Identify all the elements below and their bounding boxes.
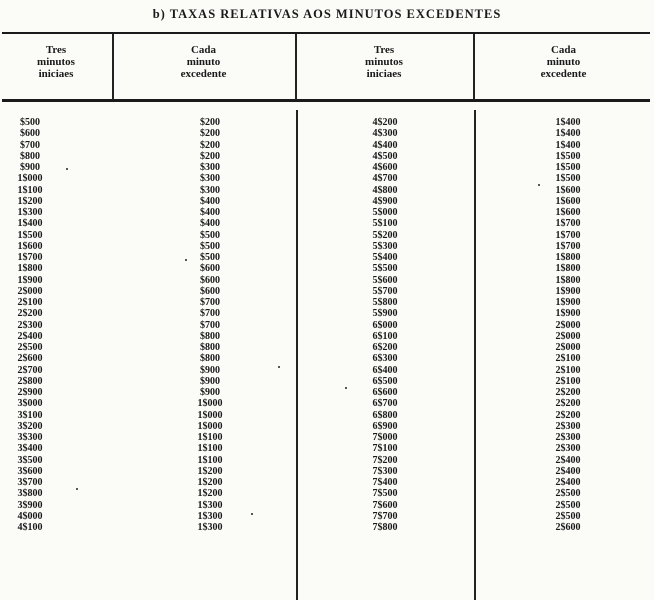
table-cell: 3$000 (17, 398, 43, 410)
print-speck (76, 488, 78, 490)
table-cell: 6$800 (372, 409, 398, 421)
table-cell: 7$000 (372, 432, 398, 443)
table-cell: 1$200 (197, 488, 223, 500)
table-cell: 1$200 (197, 465, 223, 477)
table-cell: 1$300 (197, 510, 223, 522)
table-cell: 5$500 (372, 263, 398, 275)
table-cell: 7$300 (372, 465, 398, 477)
table-cell: $800 (200, 342, 220, 353)
table-cell: $300 (200, 184, 220, 196)
table-cell: 2$100 (17, 297, 43, 308)
table-cell: 4$800 (372, 184, 398, 196)
table-cell: 1$300 (197, 522, 223, 533)
table-cell: 2$500 (17, 342, 43, 353)
table-cell: 1$800 (555, 252, 581, 263)
header-line: minuto (186, 56, 221, 68)
header-line: excedente (540, 68, 587, 80)
table-cell: 3$300 (17, 432, 43, 443)
header-line: Tres (373, 44, 395, 56)
column-tres-minutos-2 (355, 117, 415, 533)
table-cell: 1$400 (555, 128, 581, 140)
table-cell: 7$600 (372, 499, 398, 511)
table-cell: 3$700 (17, 477, 43, 488)
table-cell: 2$000 (555, 342, 581, 353)
table-cell: 2$700 (17, 364, 43, 376)
table-cell: 2$000 (555, 319, 581, 331)
table-cell: 7$100 (372, 443, 398, 455)
table-cell: 1$000 (17, 173, 43, 185)
print-speck (538, 184, 540, 186)
header-line: excedente (180, 68, 227, 80)
table-cell: $900 (200, 375, 220, 387)
table-cell: 2$200 (555, 387, 581, 398)
table-cell: 4$900 (372, 195, 398, 207)
table-cell: 5$900 (372, 308, 398, 320)
table-cell: 2$200 (555, 398, 581, 410)
table-cell: $500 (200, 252, 220, 263)
table-cell: 1$900 (555, 308, 581, 320)
table-cell: 6$300 (372, 353, 398, 365)
table-cell: 6$900 (372, 420, 398, 432)
table-cell: 1$700 (555, 240, 581, 252)
table-cell: 1$100 (197, 443, 223, 455)
table-cell: $600 (200, 274, 220, 286)
table-cell: $200 (200, 117, 220, 128)
table-cell: 1$300 (17, 207, 43, 218)
column-cada-minuto-1 (180, 117, 240, 533)
table-cell: 2$100 (555, 375, 581, 387)
table-cell: 2$300 (555, 443, 581, 455)
table-cell: $600 (200, 263, 220, 275)
table-cell: 4$600 (372, 162, 398, 173)
table-cell: 1$100 (197, 454, 223, 466)
table-cell: 3$500 (17, 454, 43, 466)
table-cell: 2$200 (17, 308, 43, 320)
header-line: minutos (365, 56, 403, 68)
table-cell: 2$400 (555, 454, 581, 466)
header-line: Cada (190, 44, 217, 56)
table-cell: $600 (20, 128, 40, 140)
table-cell: 2$100 (555, 364, 581, 376)
table-cell: 6$000 (372, 319, 398, 331)
header-col-2 (112, 44, 295, 80)
table-cell: $700 (200, 297, 220, 308)
header-line: Cada (550, 44, 577, 56)
print-speck (278, 366, 280, 368)
table-cell: 1$400 (555, 139, 581, 151)
table-cell: 2$300 (555, 420, 581, 432)
table-cell: $700 (200, 308, 220, 320)
table-cell: 1$000 (197, 398, 223, 410)
table-cell: 3$100 (17, 409, 43, 421)
table-cell: 1$700 (17, 252, 43, 263)
table-cell: 5$400 (372, 252, 398, 263)
table-cell: 2$400 (555, 465, 581, 477)
table-cell: $500 (200, 240, 220, 252)
table-cell: 1$000 (197, 409, 223, 421)
table-cell: 1$400 (17, 218, 43, 230)
header-col-3 (295, 44, 473, 80)
table-cell: 5$600 (372, 274, 398, 286)
table-cell: $400 (200, 218, 220, 230)
table-cell: 1$100 (197, 432, 223, 443)
table-cell: 4$300 (372, 128, 398, 140)
table-cell: $200 (200, 128, 220, 140)
header-line: minutos (37, 56, 75, 68)
table-cell: $600 (200, 285, 220, 297)
table-cell: 7$500 (372, 488, 398, 500)
header-line: minuto (546, 56, 581, 68)
table-cell: $500 (200, 229, 220, 241)
table-cell: 2$500 (555, 488, 581, 500)
table-cell: 4$700 (372, 173, 398, 185)
table-cell: 2$300 (555, 432, 581, 443)
table-cell: 1$600 (555, 195, 581, 207)
table-cell: 2$100 (555, 353, 581, 365)
table-cell: 2$900 (17, 387, 43, 398)
table-cell: 1$800 (17, 263, 43, 275)
table-cell: 4$400 (372, 139, 398, 151)
table-cell: 1$900 (555, 297, 581, 308)
table-cell: 1$800 (555, 263, 581, 275)
header-col-1 (0, 44, 112, 80)
table-cell: 1$500 (555, 150, 581, 162)
header-line: iniciaes (366, 68, 402, 80)
table-cell: 3$400 (17, 443, 43, 455)
table-cell: 5$000 (372, 207, 398, 218)
table-cell: 1$900 (17, 274, 43, 286)
table-cell: 2$800 (17, 375, 43, 387)
table-cell: $300 (200, 173, 220, 185)
table-cell: 4$200 (372, 117, 398, 128)
table-cell: 1$600 (555, 207, 581, 218)
table-cell: 6$400 (372, 364, 398, 376)
table-cell: $900 (200, 387, 220, 398)
table-cell: $200 (200, 150, 220, 162)
table-cell: 1$600 (555, 184, 581, 196)
table-cell: 2$400 (555, 477, 581, 488)
table-cell: 1$500 (555, 162, 581, 173)
table-cell: 6$200 (372, 342, 398, 353)
table-cell: 1$900 (555, 285, 581, 297)
table-cell: 2$400 (17, 330, 43, 342)
table-cell: $500 (20, 117, 40, 128)
table-cell: 6$700 (372, 398, 398, 410)
column-tres-minutos-1 (0, 117, 60, 533)
table-cell: $800 (200, 330, 220, 342)
header-line: Tres (45, 44, 67, 56)
table-cell: 2$500 (555, 510, 581, 522)
table-cell: 7$200 (372, 454, 398, 466)
table-cell: 6$600 (372, 387, 398, 398)
table-cell: 3$900 (17, 499, 43, 511)
print-speck (345, 387, 347, 389)
print-speck (185, 259, 187, 261)
table-cell: 2$600 (17, 353, 43, 365)
table-cell: 1$000 (197, 420, 223, 432)
print-speck (251, 513, 253, 515)
table-cell: $800 (200, 353, 220, 365)
table-cell: 6$100 (372, 330, 398, 342)
column-divider (474, 110, 476, 600)
table-cell: 6$500 (372, 375, 398, 387)
table-cell: 2$300 (17, 319, 43, 331)
table-cell: 3$600 (17, 465, 43, 477)
table-cell: 3$200 (17, 420, 43, 432)
table-cell: 5$700 (372, 285, 398, 297)
table-cell: 4$000 (17, 510, 43, 522)
column-cada-minuto-2 (538, 117, 598, 533)
table-cell: $900 (20, 162, 40, 173)
table-cell: 3$800 (17, 488, 43, 500)
table-cell: 5$100 (372, 218, 398, 230)
table-cell: 4$500 (372, 150, 398, 162)
table-cell: 1$200 (17, 195, 43, 207)
table-cell: $900 (200, 364, 220, 376)
table-cell: 1$800 (555, 274, 581, 286)
top-rule (2, 32, 650, 34)
table-cell: $700 (200, 319, 220, 331)
table-cell: 5$300 (372, 240, 398, 252)
table-cell: 7$700 (372, 510, 398, 522)
table-cell: 2$000 (17, 285, 43, 297)
table-cell: 2$500 (555, 499, 581, 511)
table-cell: 1$600 (17, 240, 43, 252)
table-cell: 7$400 (372, 477, 398, 488)
table-cell: 2$000 (555, 330, 581, 342)
table-cell: $300 (200, 162, 220, 173)
header-rule (2, 99, 650, 102)
table-cell: 4$100 (17, 522, 43, 533)
table-cell: 1$500 (17, 229, 43, 241)
table-cell: $400 (200, 195, 220, 207)
table-cell: 1$100 (17, 184, 43, 196)
header-col-4 (473, 44, 654, 80)
table-cell: $800 (20, 150, 40, 162)
table-cell: 5$800 (372, 297, 398, 308)
table-cell: 5$200 (372, 229, 398, 241)
table-cell: $400 (200, 207, 220, 218)
table-cell: 1$700 (555, 229, 581, 241)
table-cell: $200 (200, 139, 220, 151)
table-cell: 1$200 (197, 477, 223, 488)
table-cell: 2$200 (555, 409, 581, 421)
table-cell: 1$500 (555, 173, 581, 185)
column-divider (296, 110, 298, 600)
table-cell: 7$800 (372, 522, 398, 533)
table-cell: 1$700 (555, 218, 581, 230)
table-cell: $700 (20, 139, 40, 151)
table-cell: 1$300 (197, 499, 223, 511)
table-cell: 1$400 (555, 117, 581, 128)
table-cell: 2$600 (555, 522, 581, 533)
header-line: iniciaes (38, 68, 74, 80)
table-title: b) TAXAS RELATIVAS AOS MINUTOS EXCEDENTES (152, 7, 502, 21)
print-speck (66, 168, 68, 170)
